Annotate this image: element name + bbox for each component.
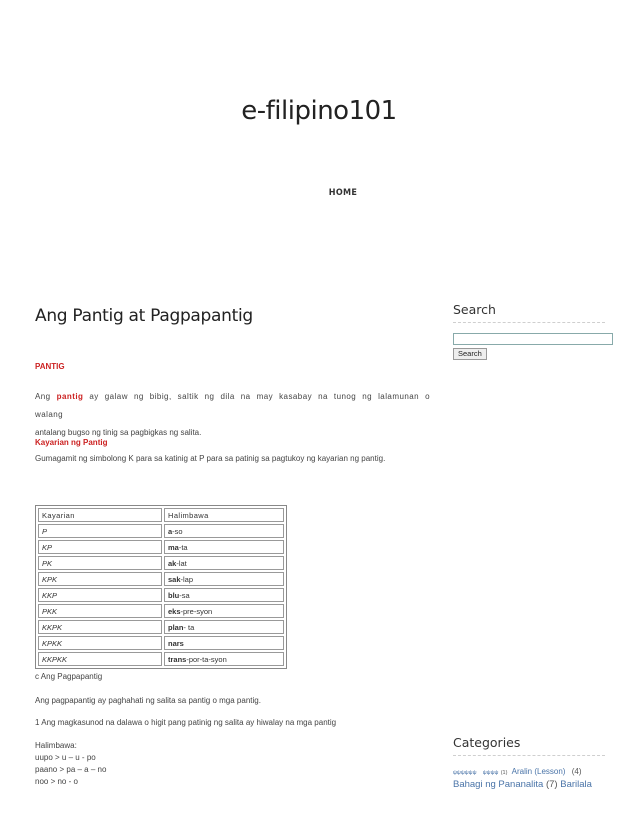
- example-line: uupo > u – u - po: [35, 753, 96, 762]
- table-row: [38, 556, 284, 570]
- category-link-barilala[interactable]: Barilala: [560, 779, 592, 790]
- categories-list: [453, 767, 605, 776]
- kayarian-cell: KKP: [38, 588, 162, 602]
- category-count: (4): [571, 767, 582, 776]
- p1-line1: ay galaw ng bibig, saltik ng dila na may kasabay na tunog ng lalamunan o walang: [35, 392, 430, 419]
- kayarian-cell: KKPK: [38, 620, 162, 634]
- halimbawa-rest: -pre-syon: [180, 606, 213, 616]
- halimbawa-bold: sak: [168, 574, 181, 584]
- table-row: [38, 540, 284, 554]
- category-link-bahagi[interactable]: Bahagi ng Pananalita: [453, 779, 544, 790]
- category-link-aralin[interactable]: Aralin (Lesson): [511, 767, 566, 776]
- search-heading: Search: [453, 302, 496, 317]
- main-nav: [0, 182, 638, 200]
- halimbawa-bold: eks: [168, 606, 181, 616]
- kayarian-table: [35, 505, 287, 669]
- table-row: [38, 604, 284, 618]
- pantig-definition: [35, 388, 430, 442]
- kayarian-cell: KPKK: [38, 636, 162, 650]
- rule-1: 1 Ang magkasunod na dalawa o higit pang patinig ng salita ay hiwalay na mga pantig: [35, 718, 337, 727]
- table-header-row: [38, 508, 284, 522]
- table-row: [38, 636, 284, 650]
- kayarian-cell: P: [38, 524, 162, 538]
- category-count: (7): [545, 779, 558, 790]
- kayarian-cell: PKK: [38, 604, 162, 618]
- kayarian-cell: KKPKK: [38, 652, 162, 666]
- categories-list-row2: [453, 779, 592, 790]
- halimbawa-rest: -por-ta-syon: [186, 654, 227, 664]
- site-title[interactable]: e-filipino101: [241, 96, 397, 126]
- halimbawa-cell: [164, 524, 284, 538]
- halimbawa-rest: -lat: [176, 558, 187, 568]
- divider: [453, 322, 605, 323]
- table-row: [38, 620, 284, 634]
- halimbawa-bold: a: [168, 526, 173, 536]
- halimbawa-cell: [164, 636, 284, 650]
- table-row: [38, 572, 284, 586]
- category-count: (1): [500, 770, 508, 776]
- category-link[interactable]: ψψψψψψ: [453, 770, 477, 776]
- halimbawa-rest: - ta: [183, 622, 195, 632]
- post-title[interactable]: Ang Pantig at Pagpapantig: [35, 306, 253, 326]
- halimbawa-bold: ak: [168, 558, 177, 568]
- halimbawa-rest: -sa: [179, 590, 190, 600]
- halimbawa-cell: [164, 572, 284, 586]
- halimbawa-rest: -ta: [178, 542, 188, 552]
- halimbawa-rest: -so: [172, 526, 183, 536]
- kayarian-cell: KP: [38, 540, 162, 554]
- halimbawa-rest: -lap: [180, 574, 194, 584]
- halimbawa-label: Halimbawa:: [35, 741, 77, 750]
- halimbawa-cell: [164, 540, 284, 554]
- halimbawa-cell: [164, 652, 284, 666]
- example-line: noo > no - o: [35, 777, 78, 786]
- p1-pre: Ang: [35, 392, 51, 401]
- table-row: [38, 588, 284, 602]
- kayarian-description: Gumagamit ng simbolong K para sa katinig at P para sa patinig sa pagtukoy ng kayarian ng pantig.: [35, 454, 386, 463]
- halimbawa-bold: blu: [168, 590, 180, 600]
- kayarian-cell: KPK: [38, 572, 162, 586]
- categories-heading: Categories: [453, 735, 521, 750]
- pantig-keyword: pantig: [56, 392, 84, 401]
- pagpapantig-heading: c Ang Pagpapantig: [35, 672, 103, 681]
- halimbawa-cell: [164, 620, 284, 634]
- p1-line2: antalang bugso ng tinig sa pagbigkas ng salita.: [35, 428, 202, 437]
- halimbawa-cell: [164, 588, 284, 602]
- nav-home-link[interactable]: HOME: [328, 188, 358, 198]
- halimbawa-cell: [164, 604, 284, 618]
- category-link[interactable]: ψψψψ: [482, 770, 499, 776]
- kayarian-cell: PK: [38, 556, 162, 570]
- halimbawa-cell: [164, 556, 284, 570]
- halimbawa-bold: trans: [168, 654, 187, 664]
- table-row: [38, 524, 284, 538]
- pagpapantig-description: Ang pagpapantig ay paghahati ng salita sa pantig o mga pantig.: [35, 696, 261, 705]
- search-button[interactable]: Search: [453, 348, 487, 360]
- search-input[interactable]: [453, 333, 613, 345]
- halimbawa-bold: ma: [168, 542, 179, 552]
- table-row: [38, 652, 284, 666]
- halimbawa-bold: nars: [168, 638, 184, 648]
- halimbawa-bold: plan: [168, 622, 184, 632]
- pantig-heading: PANTIG: [35, 362, 65, 371]
- table-header-cell: Kayarian: [38, 508, 162, 522]
- kayarian-heading: Kayarian ng Pantig: [35, 438, 108, 447]
- table-header-cell: Halimbawa: [164, 508, 284, 522]
- example-line: paano > pa – a – no: [35, 765, 107, 774]
- divider: [453, 755, 605, 756]
